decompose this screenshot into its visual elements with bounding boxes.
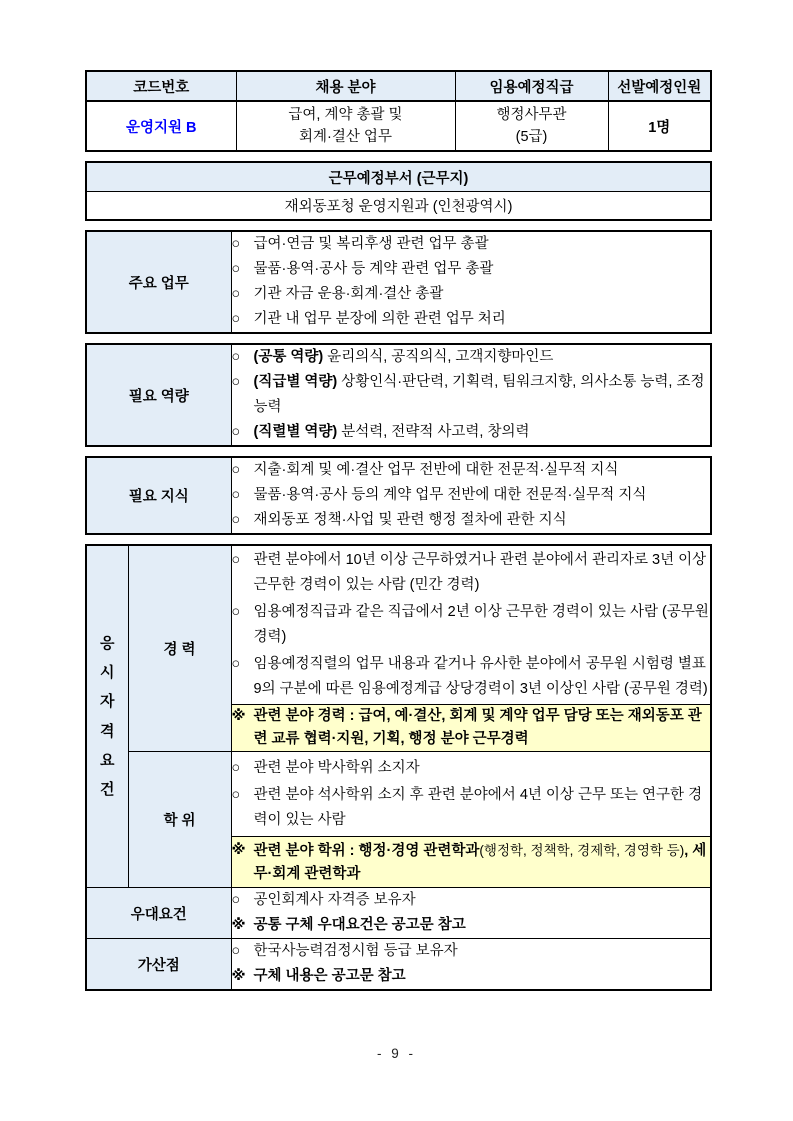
main-duties-table (85, 230, 712, 334)
document-content (85, 70, 712, 1000)
list-item: ○ 급여·연금 및 복리후생 관련 업무 총괄 (232, 232, 711, 257)
career-label: 경 력 (128, 545, 231, 752)
rank-line-1: 행정사무관 (496, 107, 567, 123)
main-duties-label: 주요 업무 (86, 231, 231, 333)
circle-bullet-icon: ○ (231, 349, 241, 365)
career-content (231, 545, 711, 705)
circle-bullet-icon: ○ (231, 512, 241, 528)
circle-bullet-icon: ○ (231, 286, 241, 302)
list-item: ○ 한국사능력검정시험 등급 보유자 (232, 939, 711, 964)
eligibility-table (85, 544, 712, 991)
circle-bullet-icon: ○ (231, 462, 241, 478)
reference-mark-icon: ※ (231, 968, 246, 984)
expected-count-value: 1명 (608, 101, 711, 151)
circle-bullet-icon: ○ (231, 311, 241, 327)
reference-mark-icon: ※ (231, 841, 246, 858)
recruitment-summary-table (85, 70, 712, 152)
code-number-value: 운영지원 B (86, 101, 236, 151)
list-item: ○ 지출·회계 및 예·결산 업무 전반에 대한 전문적·실무적 지식 (232, 458, 711, 483)
summary-header-row (86, 71, 711, 101)
department-header-row (86, 162, 711, 192)
circle-bullet-icon: ○ (231, 261, 241, 277)
list-item: ○ 관련 분야에서 10년 이상 근무하였거나 관련 분야에서 관리자로 3년 이상 근무한 경력이 있는 사람 (민간 경력) (232, 548, 711, 598)
preference-content (231, 888, 711, 939)
circle-bullet-icon: ○ (231, 236, 241, 252)
degree-content (231, 752, 711, 837)
preference-label: 우대요건 (86, 888, 231, 939)
circle-bullet-icon: ○ (231, 424, 241, 440)
note-line: ※ 구체 내용은 공고문 참고 (232, 964, 711, 989)
field-line-1: 급여, 계약 총괄 및 (288, 107, 403, 123)
circle-bullet-icon: ○ (231, 943, 241, 959)
degree-label: 학 위 (128, 752, 231, 888)
competencies-content (231, 344, 711, 446)
expected-rank-value (455, 101, 608, 151)
circle-bullet-icon: ○ (231, 604, 241, 620)
field-line-2: 회계·결산 업무 (299, 129, 392, 145)
rank-line-2: (5급) (515, 129, 548, 145)
knowledge-content (231, 457, 711, 534)
highlighted-note: ※ 관련 분야 학위 : 행정·경영 관련학과(행정학, 정책학, 경제학, 경영학 등), 세무·회계 관련학과 (232, 839, 711, 886)
list-item: ○ 공인회계사 자격증 보유자 (232, 888, 711, 913)
department-value: 재외동포청 운영지원과 (인천광역시) (86, 192, 711, 221)
list-item: ○ 기관 자금 운용·회계·결산 총괄 (232, 282, 711, 307)
highlighted-note: ※ 관련 분야 경력 : 급여, 예·결산, 회계 및 계약 업무 담당 또는 재외동포 관련 교류 협력·지원, 기획, 행정 분야 근무경력 (232, 705, 711, 751)
department-value-row (86, 192, 711, 221)
list-item: ○ 관련 분야 석사학위 소지 후 관련 분야에서 4년 이상 근무 또는 연구한 경력이 있는 사람 (232, 783, 711, 833)
circle-bullet-icon: ○ (231, 374, 241, 390)
header-expected-count: 선발예정인원 (608, 71, 711, 101)
bonus-label: 가산점 (86, 939, 231, 991)
knowledge-table (85, 456, 712, 535)
career-note (231, 705, 711, 752)
circle-bullet-icon: ○ (231, 552, 241, 568)
reference-mark-icon: ※ (231, 917, 246, 933)
summary-data-row (86, 101, 711, 151)
circle-bullet-icon: ○ (231, 487, 241, 503)
eligibility-label-cell (86, 545, 128, 888)
list-item: ○ 관련 분야 박사학위 소지자 (232, 756, 711, 781)
main-duties-content (231, 231, 711, 333)
page-number: - 9 - (376, 1046, 416, 1061)
circle-bullet-icon: ○ (231, 786, 241, 803)
list-item: ○ 물품·용역·공사 등의 계약 업무 전반에 대한 전문적·실무적 지식 (232, 483, 711, 508)
header-code-number: 코드번호 (86, 71, 236, 101)
competencies-table (85, 343, 712, 447)
knowledge-label: 필요 지식 (86, 457, 231, 534)
competencies-label: 필요 역량 (86, 344, 231, 446)
eligibility-vertical-label: 응시자격요건 (100, 634, 115, 798)
header-expected-rank: 임용예정직급 (455, 71, 608, 101)
recruitment-field-value (236, 101, 455, 151)
department-header: 근무예정부서 (근무지) (86, 162, 711, 192)
reference-mark-icon: ※ (231, 708, 246, 724)
list-item: ○ (공통 역량) 윤리의식, 공직의식, 고객지향마인드 (232, 345, 711, 370)
circle-bullet-icon: ○ (231, 656, 241, 672)
department-table (85, 161, 712, 221)
degree-note (231, 837, 711, 888)
bonus-content (231, 939, 711, 991)
list-item: ○ 임용예정직급과 같은 직급에서 2년 이상 근무한 경력이 있는 사람 (공무원 경력) (232, 600, 711, 650)
list-item: ○ (직렬별 역량) 분석력, 전략적 사고력, 창의력 (232, 420, 711, 445)
list-item: ○ (직급별 역량) 상황인식·판단력, 기획력, 팀워크지향, 의사소통 능력, 조정능력 (232, 370, 711, 420)
list-item: ○ 물품·용역·공사 등 계약 관련 업무 총괄 (232, 257, 711, 282)
circle-bullet-icon: ○ (231, 759, 241, 776)
note-line: ※ 공통 구체 우대요건은 공고문 참고 (232, 913, 711, 938)
circle-bullet-icon: ○ (231, 892, 241, 908)
list-item: ○ 임용예정직렬의 업무 내용과 같거나 유사한 분야에서 공무원 시험령 별표 9의 구분에 따른 임용예정계급 상당경력이 3년 이상인 사람 (공무원 경력) (232, 652, 711, 702)
header-recruitment-field: 채용 분야 (236, 71, 455, 101)
list-item: ○ 재외동포 정책·사업 및 관련 행정 절차에 관한 지식 (232, 508, 711, 533)
list-item: ○ 기관 내 업무 분장에 의한 관련 업무 처리 (232, 307, 711, 332)
